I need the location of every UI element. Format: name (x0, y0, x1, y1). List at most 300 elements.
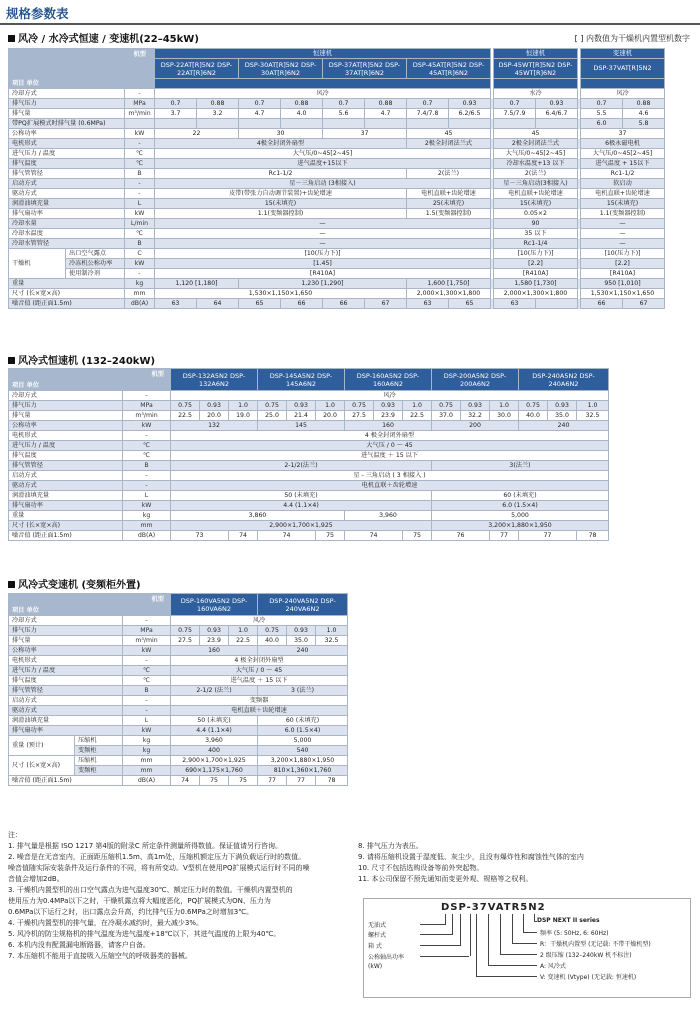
model-160: DSP-160A5N2 DSP-160A6N2 (345, 369, 432, 391)
note-item: 0.6MPa以下运行之时，出口露点会升高，约比排气压力0.6MPa之时增加3℃。 (8, 908, 254, 916)
value-cell: 星－三角启动 (3相接入) (155, 179, 491, 189)
value-cell: 4.6 (623, 109, 665, 119)
value-cell: 电机直联+齿轮增速 (581, 189, 665, 199)
notes-title: 注： (8, 831, 22, 839)
value-cell: 77 (490, 531, 519, 541)
header-corner: 机型 项目 单位 (9, 49, 155, 89)
row-unit: dB(A) (123, 531, 171, 541)
row-unit: ℃ (123, 676, 171, 686)
value-cell (323, 119, 365, 129)
row-unit: - (123, 616, 171, 626)
row-label: 启动方式 (9, 471, 123, 481)
row-label: 进气压力 / 温度 (9, 149, 125, 159)
size-label: 尺寸 (长×宽×高) (9, 756, 75, 776)
row-label: 排气压力 (9, 401, 123, 411)
value-cell: 水冷 (494, 89, 578, 99)
value-cell: 大气压/0~45[2~45] (494, 149, 578, 159)
value-cell: 0.93 (536, 99, 578, 109)
value-cell: 400 (171, 746, 258, 756)
model-45w: DSP-45WT[R]5N2 DSP-45WT[R]6N2 (494, 59, 578, 79)
dryer-label: 干燥机 (9, 249, 66, 279)
value-cell: 0.88 (197, 99, 239, 109)
value-cell: 45 (407, 129, 491, 139)
value-cell: 变频器 (171, 696, 348, 706)
row-unit: kg (125, 279, 155, 289)
value-cell: 63 (155, 299, 197, 309)
value-cell: 23.9 (374, 411, 403, 421)
value-cell: 6.0 (1.5×4) (258, 726, 348, 736)
row-label: 进气压力 / 温度 (9, 441, 123, 451)
value-cell: [R410A] (494, 269, 578, 279)
row-unit: - (125, 179, 155, 189)
value-cell: 风冷 (171, 616, 348, 626)
model-code-diagram (363, 898, 691, 998)
value-cell: 2极全封闭法兰式 (494, 139, 578, 149)
value-cell: — (581, 219, 665, 229)
value-cell: 0.7 (239, 99, 281, 109)
row-label: 润滑油填充量 (9, 199, 125, 209)
value-cell: 3.2 (197, 109, 239, 119)
value-cell: 2-1/2 (法兰) (171, 686, 258, 696)
row-label: 排气管管径 (9, 686, 123, 696)
value-cell: 200 (432, 421, 519, 431)
value-cell: [R410A] (155, 269, 491, 279)
row-label: 冷却水量 (9, 219, 125, 229)
value-cell: 6.2/6.5 (449, 109, 491, 119)
row-label: 公称功率 (9, 646, 123, 656)
leader-line (470, 914, 471, 956)
value-cell: 0.7 (155, 99, 197, 109)
value-cell: 22.5 (403, 411, 432, 421)
value-cell: 132 (171, 421, 258, 431)
row-label: 排气压力 (9, 626, 123, 636)
value-cell: 810×1,360×1,760 (258, 766, 348, 776)
row-unit: m³/min (125, 109, 155, 119)
value-cell: 25(未填充) (407, 199, 491, 209)
leader-line (476, 914, 477, 976)
row-unit: m³/min (123, 411, 171, 421)
row-unit: MPa (123, 626, 171, 636)
value-cell: [R410A] (581, 269, 665, 279)
row-label: 启动方式 (9, 179, 125, 189)
value-cell: 0.93 (548, 401, 577, 411)
value-cell: 35.0 (548, 411, 577, 421)
row-unit: MPa (123, 401, 171, 411)
value-cell: 0.93 (461, 401, 490, 411)
dryer-note: [ ] 内数值为干燥机内置型机数字 (574, 34, 690, 43)
model-240v: DSP-240VA5N2 DSP-240VA6N2 (258, 594, 348, 616)
row-label: 变频柜 (75, 766, 123, 776)
value-cell: 5,000 (258, 736, 348, 746)
value-cell: 冷却水温度+13 以下 (494, 159, 578, 169)
value-cell: 78 (577, 531, 609, 541)
row-unit: - (125, 269, 155, 279)
row-label: 排气量 (9, 636, 123, 646)
row-label: 排气压力 (9, 99, 125, 109)
value-cell: 大气压/0~45[2~45] (581, 149, 665, 159)
value-cell: 1,230 [1,290] (239, 279, 407, 289)
value-cell: [1.45] (155, 259, 491, 269)
value-cell: — (155, 239, 491, 249)
value-cell: 星－三角启动(3相接入) (494, 179, 578, 189)
value-cell: 风冷 (155, 89, 491, 99)
value-cell: 大气压 / 0 ～ 45 (171, 666, 348, 676)
value-cell: 75 (200, 776, 229, 786)
value-cell: 0.7 (323, 99, 365, 109)
code-right-label: A: 风冷式 (540, 963, 566, 970)
group-const-water: 恒速机 (494, 49, 578, 59)
value-cell: 22.5 (171, 411, 200, 421)
value-cell: 3,960 (171, 736, 258, 746)
weight-label: 重量 (预计) (9, 736, 75, 756)
value-cell: 电机直联＋齿轮增速 (171, 706, 348, 716)
row-unit: B (125, 239, 155, 249)
value-cell: 0.88 (281, 99, 323, 109)
value-cell: — (155, 219, 491, 229)
value-cell: 21.4 (287, 411, 316, 421)
section2-title: 风冷式恒速机 (132–240kW) (8, 352, 155, 367)
row-label: 驱动方式 (9, 706, 123, 716)
value-cell: 4.7 (239, 109, 281, 119)
value-cell: 66 (581, 299, 623, 309)
value-cell: 35 以下 (494, 229, 578, 239)
leader-line (445, 914, 446, 924)
row-unit: ℃ (125, 149, 155, 159)
leader-line (460, 914, 461, 945)
value-cell: 5.6 (323, 109, 365, 119)
value-cell: — (581, 229, 665, 239)
row-label: 润滑油填充量 (9, 716, 123, 726)
value-cell: 2(法兰) (494, 169, 578, 179)
value-cell: 1,580 [1,730] (494, 279, 578, 289)
value-cell: [10(压力下)] (581, 249, 665, 259)
code-left-label: 螺杆式 (368, 932, 387, 939)
value-cell: 15(未填充) (155, 199, 407, 209)
model-37: DSP-37AT[R]5N2 DSP-37AT[R]6N2 (323, 59, 407, 79)
value-cell: 75 (403, 531, 432, 541)
note-item: 10. 尺寸不包括选购设备等前外突起物。 (358, 864, 484, 872)
row-label: 排气量 (9, 411, 123, 421)
row-unit: - (123, 431, 171, 441)
value-cell: 4.0 (281, 109, 323, 119)
table-variable-external (8, 593, 348, 786)
value-cell: 540 (258, 746, 348, 756)
row-unit: mm (123, 756, 171, 766)
row-label: 噪音值 (距正面1.5m) (9, 299, 125, 309)
row-unit: kW (123, 646, 171, 656)
value-cell: 65 (239, 299, 281, 309)
value-cell: 75 (229, 776, 258, 786)
value-cell: 2极全封闭法兰式 (407, 139, 491, 149)
value-cell: 1,600 [1,750] (407, 279, 491, 289)
value-cell: 145 (258, 421, 345, 431)
leader-line (476, 976, 537, 977)
value-cell: 3,960 (345, 511, 432, 521)
value-cell: 15(未填充) (494, 199, 578, 209)
leader-line (523, 914, 524, 932)
value-cell (197, 119, 239, 129)
value-cell: 皮带(带张力自动调节装置)+齿轮增速 (155, 189, 407, 199)
value-cell: 0.05×2 (494, 209, 578, 219)
value-cell: 风冷 (171, 391, 609, 401)
note-item: 音值会增加2dB。 (8, 875, 64, 883)
model-22: DSP-22AT[R]5N2 DSP-22AT[R]6N2 (155, 59, 239, 79)
row-unit: - (123, 481, 171, 491)
row-label: 公称功率 (9, 129, 125, 139)
value-cell: 6.4/6.7 (536, 109, 578, 119)
value-cell: 大气压/0~45[2~45] (155, 149, 491, 159)
row-unit: dB(A) (125, 299, 155, 309)
value-cell: 67 (365, 299, 407, 309)
value-cell: 0.75 (432, 401, 461, 411)
value-cell: 160 (171, 646, 258, 656)
value-cell: 74 (258, 531, 316, 541)
row-label: 排气温度 (9, 451, 123, 461)
value-cell (536, 299, 578, 309)
row-unit: kg (123, 736, 171, 746)
leader-line (420, 956, 468, 957)
row-label: 排气量 (9, 109, 125, 119)
row-unit: - (123, 696, 171, 706)
row-unit: m³/min (123, 636, 171, 646)
notes-right (358, 841, 698, 885)
value-cell: 4.4 (1.1×4) (171, 501, 432, 511)
value-cell: 77 (519, 531, 577, 541)
leader-line (452, 934, 453, 935)
row-unit: ℃ (123, 441, 171, 451)
leader-line (488, 965, 537, 966)
value-cell: 160 (345, 421, 432, 431)
value-cell: 进气温度 ＋ 15 以下 (171, 451, 609, 461)
value-cell: 2(法兰) (407, 169, 491, 179)
group-const-air: 恒速机 (155, 49, 491, 59)
code-right-label: DSP NEXT II series (537, 917, 600, 924)
note-item: 3. 干燥机内置型机的出口空气露点为进气温度30℃、额定压力时的数值。干燥机内置型机的 (8, 886, 293, 894)
value-cell: 4 极全封闭外扇型 (171, 431, 609, 441)
value-cell: 星 - 三角启动 ( 3 相接入 ) (171, 471, 609, 481)
value-cell: 2,900×1,700×1,925 (171, 756, 258, 766)
row-label: 电机形式 (9, 139, 125, 149)
row-label: 驱动方式 (9, 481, 123, 491)
row-label: 噪音值 (距正面1.5m) (9, 776, 123, 786)
row-unit: - (125, 189, 155, 199)
model-160v: DSP-160VA5N2 DSP-160VA6N2 (171, 594, 258, 616)
leader-line (534, 914, 535, 921)
value-cell: 63 (407, 299, 449, 309)
row-label: 压缩机 (75, 736, 123, 746)
row-unit (125, 119, 155, 129)
value-cell: 5.5 (581, 109, 623, 119)
row-unit: B (123, 461, 171, 471)
value-cell: Rc1-1/4 (494, 239, 578, 249)
note-item: 1. 排气量是根据 ISO 1217 第4版的附录C 所定条件测量所得数值。保证值请另行咨询。 (8, 842, 282, 850)
row-unit: ℃ (125, 159, 155, 169)
value-cell: 60 (未填充) (258, 716, 348, 726)
value-cell: 电机直联+齿轮增速 (494, 189, 578, 199)
value-cell: 74 (229, 531, 258, 541)
value-cell: 240 (258, 646, 348, 656)
value-cell: 6.0 (1.5×4) (432, 501, 609, 511)
value-cell: 0.75 (519, 401, 548, 411)
row-label: 排气扇功率 (9, 726, 123, 736)
value-cell (494, 119, 536, 129)
table-132-240kw (8, 368, 609, 541)
row-label: 驱动方式 (9, 189, 125, 199)
note-item: 使用压力为0.4MPa以下之时，干燥机露点将大幅度恶化，PQ扩展模式为ON、压力为 (8, 897, 271, 905)
value-cell: 75 (316, 531, 345, 541)
row-label: 压缩机 (75, 756, 123, 766)
row-label: 公称功率 (9, 421, 123, 431)
code-right-label: V: 变速机 (Vtype) (无记载: 恒速机) (540, 974, 637, 981)
value-cell: 7.5/7.9 (494, 109, 536, 119)
row-label: 排气温度 (9, 159, 125, 169)
row-unit: L/min (125, 219, 155, 229)
row-label: 带PQ扩展模式时排气量 (0.6MPa) (9, 119, 125, 129)
row-label: 冷却水温度 (9, 229, 125, 239)
leader-line (500, 954, 537, 955)
value-cell: 4.7 (365, 109, 407, 119)
leader-line (452, 914, 453, 934)
value-cell: [2.2] (581, 259, 665, 269)
row-label: 启动方式 (9, 696, 123, 706)
value-cell: 6极永磁电机 (581, 139, 665, 149)
row-label: 变频柜 (75, 746, 123, 756)
leader-line (512, 943, 537, 944)
leader-line (534, 921, 537, 922)
leader-line (420, 945, 460, 946)
notes-left (8, 830, 353, 962)
value-cell: 74 (171, 776, 200, 786)
value-cell: 0.7 (494, 99, 536, 109)
value-cell: 1.0 (577, 401, 609, 411)
value-cell: 0.93 (287, 626, 316, 636)
row-label: 进气压力 / 温度 (9, 666, 123, 676)
value-cell: 3,200×1,880×1,950 (432, 521, 609, 531)
value-cell: 19.0 (229, 411, 258, 421)
value-cell: 0.93 (449, 99, 491, 109)
row-label: 电机形式 (9, 656, 123, 666)
value-cell: 74 (345, 531, 403, 541)
leader-line (500, 914, 501, 954)
value-cell: 27.5 (171, 636, 200, 646)
row-unit: B (123, 686, 171, 696)
row-unit: kg (123, 511, 171, 521)
value-cell: [10(压力下)] (155, 249, 491, 259)
row-unit: MPa (125, 99, 155, 109)
leader-line (468, 956, 469, 957)
value-cell: 3.7 (155, 109, 197, 119)
value-cell (449, 119, 491, 129)
row-label: 尺寸 (长×宽×高) (9, 289, 125, 299)
value-cell: 25.0 (258, 411, 287, 421)
note-item: 噪音值随实际安装条件及运行条件的不同，将有所变动。V型机在使用PQ扩展模式运行时不同的噪 (8, 864, 310, 872)
row-label: 尺寸 (长×宽×高) (9, 521, 123, 531)
code-right-label: 2 级压缩 (132–240kW 机不标注) (540, 952, 632, 959)
model-code: DSP-37VATR5N2 (441, 902, 546, 913)
value-cell: 20.0 (316, 411, 345, 421)
value-cell: 67 (623, 299, 665, 309)
page-title: 规格参数表 (6, 6, 69, 21)
row-label: 冷却水管管径 (9, 239, 125, 249)
note-item: 8. 排气压力为表压。 (358, 842, 423, 850)
value-cell (281, 119, 323, 129)
value-cell: [10(压力下)] (494, 249, 578, 259)
row-label: 排气管管径 (9, 461, 123, 471)
value-cell: 23.9 (200, 636, 229, 646)
value-cell: 32.5 (316, 636, 348, 646)
value-cell: 22 (155, 129, 239, 139)
value-cell: 软启动 (581, 179, 665, 189)
code-left-label: 无油式 (368, 922, 387, 929)
row-unit: mm (123, 766, 171, 776)
value-cell: 77 (258, 776, 287, 786)
note-item: 4. 干燥机内置型机的排气量，在冷凝水减约时，最大减少3%。 (8, 919, 204, 927)
value-cell: 1.1(变频器控制) (581, 209, 665, 219)
value-cell: 0.75 (171, 401, 200, 411)
value-cell: 0.88 (623, 99, 665, 109)
value-cell: 1,530×1,150×1,650 (155, 289, 407, 299)
value-cell: 73 (171, 531, 229, 541)
value-cell: 50 (未填充) (171, 716, 258, 726)
row-unit: - (123, 706, 171, 716)
value-cell: 690×1,175×1,760 (171, 766, 258, 776)
row-unit: dB(A) (123, 776, 171, 786)
value-cell: 64 (197, 299, 239, 309)
value-cell: 3(法兰) (432, 461, 609, 471)
row-label: 润滑油填充量 (9, 491, 123, 501)
value-cell: 15(未填充) (581, 199, 665, 209)
value-cell: 1.0 (316, 626, 348, 636)
value-cell: 2,900×1,700×1,925 (171, 521, 432, 531)
value-cell: 电机直联+齿轮增速 (407, 189, 491, 199)
row-unit: - (123, 471, 171, 481)
row-unit: L (123, 716, 171, 726)
value-cell (239, 119, 281, 129)
value-cell: 950 [1,010] (581, 279, 665, 289)
value-cell: 进气温度+15以下 (155, 159, 491, 169)
row-unit: B (125, 169, 155, 179)
value-cell: 大气压 / 0 ～ 45 (171, 441, 609, 451)
value-cell: 风冷 (581, 89, 665, 99)
value-cell: 0.75 (345, 401, 374, 411)
row-label: 排气扇功率 (9, 209, 125, 219)
row-label: 冷却方式 (9, 391, 123, 401)
row-unit: kW (125, 209, 155, 219)
value-cell: 45 (494, 129, 578, 139)
value-cell: — (155, 229, 491, 239)
value-cell: 2-1/2(法兰) (171, 461, 432, 471)
value-cell: 进气温度 ＋ 15 以下 (171, 676, 348, 686)
leader-line (512, 914, 513, 943)
code-left-label: (kW) (368, 963, 383, 970)
row-unit: kW (123, 501, 171, 511)
row-label: 冷却方式 (9, 89, 125, 99)
row-unit: kg (123, 746, 171, 756)
value-cell: 1,120 [1,180] (155, 279, 239, 289)
value-cell: 0.88 (365, 99, 407, 109)
value-cell: 0.93 (200, 626, 229, 636)
value-cell: 5.8 (623, 119, 665, 129)
code-left-label: 公称轴出功率 (368, 954, 405, 961)
row-label: 冷冻机公称功率 (66, 259, 125, 269)
row-unit: kW (123, 421, 171, 431)
row-unit: mm (123, 521, 171, 531)
value-cell: 60 (未填充) (432, 491, 609, 501)
value-cell: 37 (581, 129, 665, 139)
value-cell: 20.0 (200, 411, 229, 421)
header-corner-2: 机型 项目 单位 (9, 369, 171, 391)
row-unit: kW (123, 726, 171, 736)
